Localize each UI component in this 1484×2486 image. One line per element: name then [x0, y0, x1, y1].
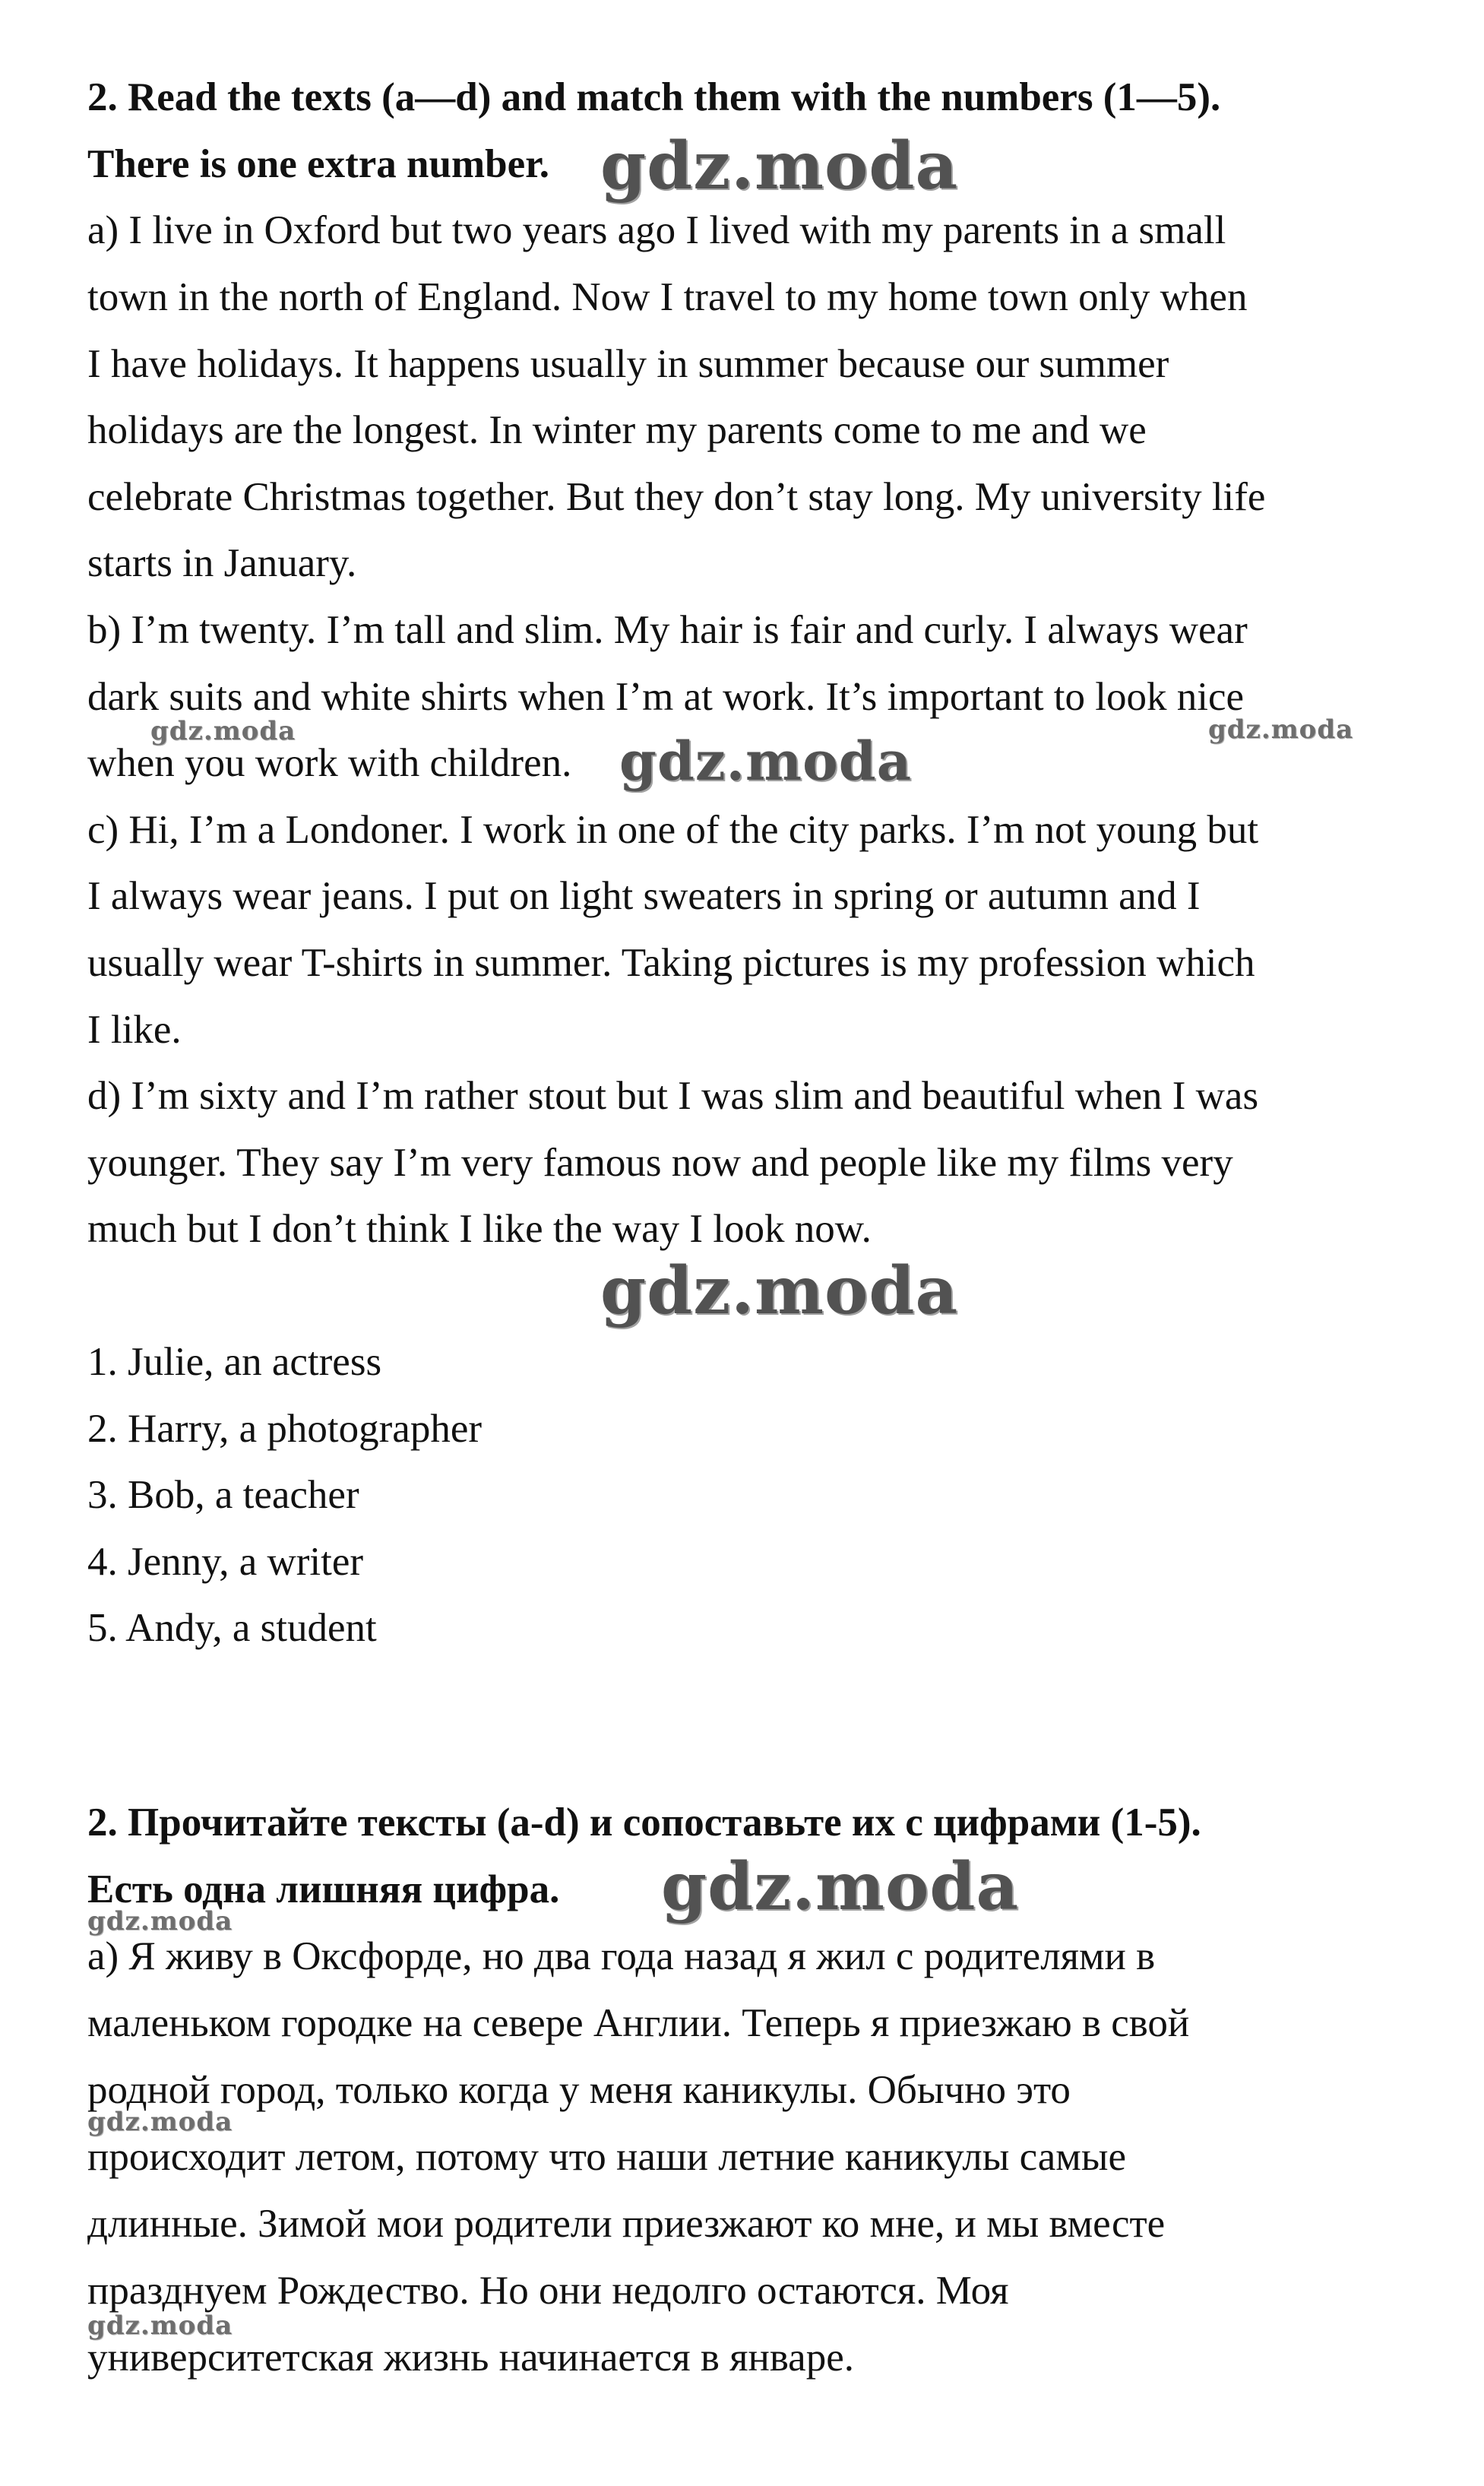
watermark-logo: gdz.moda: [87, 1906, 233, 1937]
watermark-logo: gdz.moda: [619, 730, 913, 793]
text-a-line-6: starts in January.: [87, 541, 357, 585]
text-a-ru-line-5: длинные. Зимой мои родители приезжают ко мне, и мы вместе: [87, 2202, 1166, 2246]
text-a-ru-line-1: а) Я живу в Оксфорде, но два года назад я жил с родителями в: [87, 1934, 1156, 1978]
text-c-line-3: usually wear T-shirts in summer. Taking pictures is my profession which: [87, 941, 1255, 985]
text-d-line-1: d) I’m sixty and I’m rather stout but I was slim and beautiful when I was: [87, 1074, 1259, 1118]
watermark-logo: gdz.moda: [600, 128, 959, 204]
text-b-line-3: when you work with children.: [87, 741, 572, 785]
text-a-line-4: holidays are the longest. In winter my parents come to me and we: [87, 408, 1147, 452]
text-a-ru-line-6: празднуем Рождество. Но они недолго остаются. Моя: [87, 2269, 1009, 2313]
text-a-ru-line-2: маленьком городке на севере Англии. Теперь я приезжаю в свой: [87, 2001, 1190, 2045]
option-4: 4. Jenny, a writer: [87, 1540, 364, 1584]
watermark-logo: gdz.moda: [87, 2310, 233, 2341]
text-c-line-4: I like.: [87, 1008, 182, 1052]
text-a-line-1: a) I live in Oxford but two years ago I lived with my parents in a small: [87, 208, 1226, 252]
text-a-ru-line-7: университетская жизнь начинается в январе.: [87, 2336, 854, 2380]
watermark-logo: gdz.moda: [150, 716, 296, 746]
text-a-line-5: celebrate Christmas together. But they don’t stay long. My university life: [87, 475, 1266, 519]
text-d-line-2: younger. They say I’m very famous now and people like my films very: [87, 1141, 1233, 1185]
option-3: 3. Bob, a teacher: [87, 1473, 359, 1517]
option-1: 1. Julie, an actress: [87, 1340, 382, 1384]
text-d-line-3: much but I don’t think I like the way I look now.: [87, 1207, 872, 1251]
text-a-line-2: town in the north of England. Now I travel to my home town only when: [87, 275, 1248, 319]
text-c-line-1: c) Hi, I’m a Londoner. I work in one of the city parks. I’m not young but: [87, 808, 1259, 852]
task-heading-en-line-1: 2. Read the texts (a—d) and match them with the numbers (1—5).: [87, 75, 1221, 119]
option-5: 5. Andy, a student: [87, 1606, 377, 1650]
text-b-line-2: dark suits and white shirts when I’m at work. It’s important to look nice: [87, 675, 1245, 719]
text-a-line-3: I have holidays. It happens usually in summer because our summer: [87, 342, 1169, 386]
text-c-line-2: I always wear jeans. I put on light sweaters in spring or autumn and I: [87, 874, 1201, 918]
task-heading-ru-line-1: 2. Прочитайте тексты (a-d) и сопоставьте их с цифрами (1-5).: [87, 1800, 1201, 1845]
option-2: 2. Harry, a photographer: [87, 1407, 483, 1451]
watermark-logo: gdz.moda: [1208, 714, 1354, 745]
watermark-logo: gdz.moda: [600, 1253, 959, 1329]
text-b-line-1: b) I’m twenty. I’m tall and slim. My hair is fair and curly. I always wear: [87, 608, 1248, 652]
text-a-ru-line-3: родной город, только когда у меня каникулы. Обычно это: [87, 2068, 1071, 2112]
task-heading-ru-line-2: Есть одна лишняя цифра.: [87, 1867, 560, 1911]
watermark-logo: gdz.moda: [661, 1848, 1020, 1925]
watermark-logo: gdz.moda: [87, 2107, 233, 2137]
text-a-ru-line-4: происходит летом, потому что наши летние каникулы самые: [87, 2135, 1126, 2179]
task-heading-en-line-2: There is one extra number.: [87, 142, 549, 186]
